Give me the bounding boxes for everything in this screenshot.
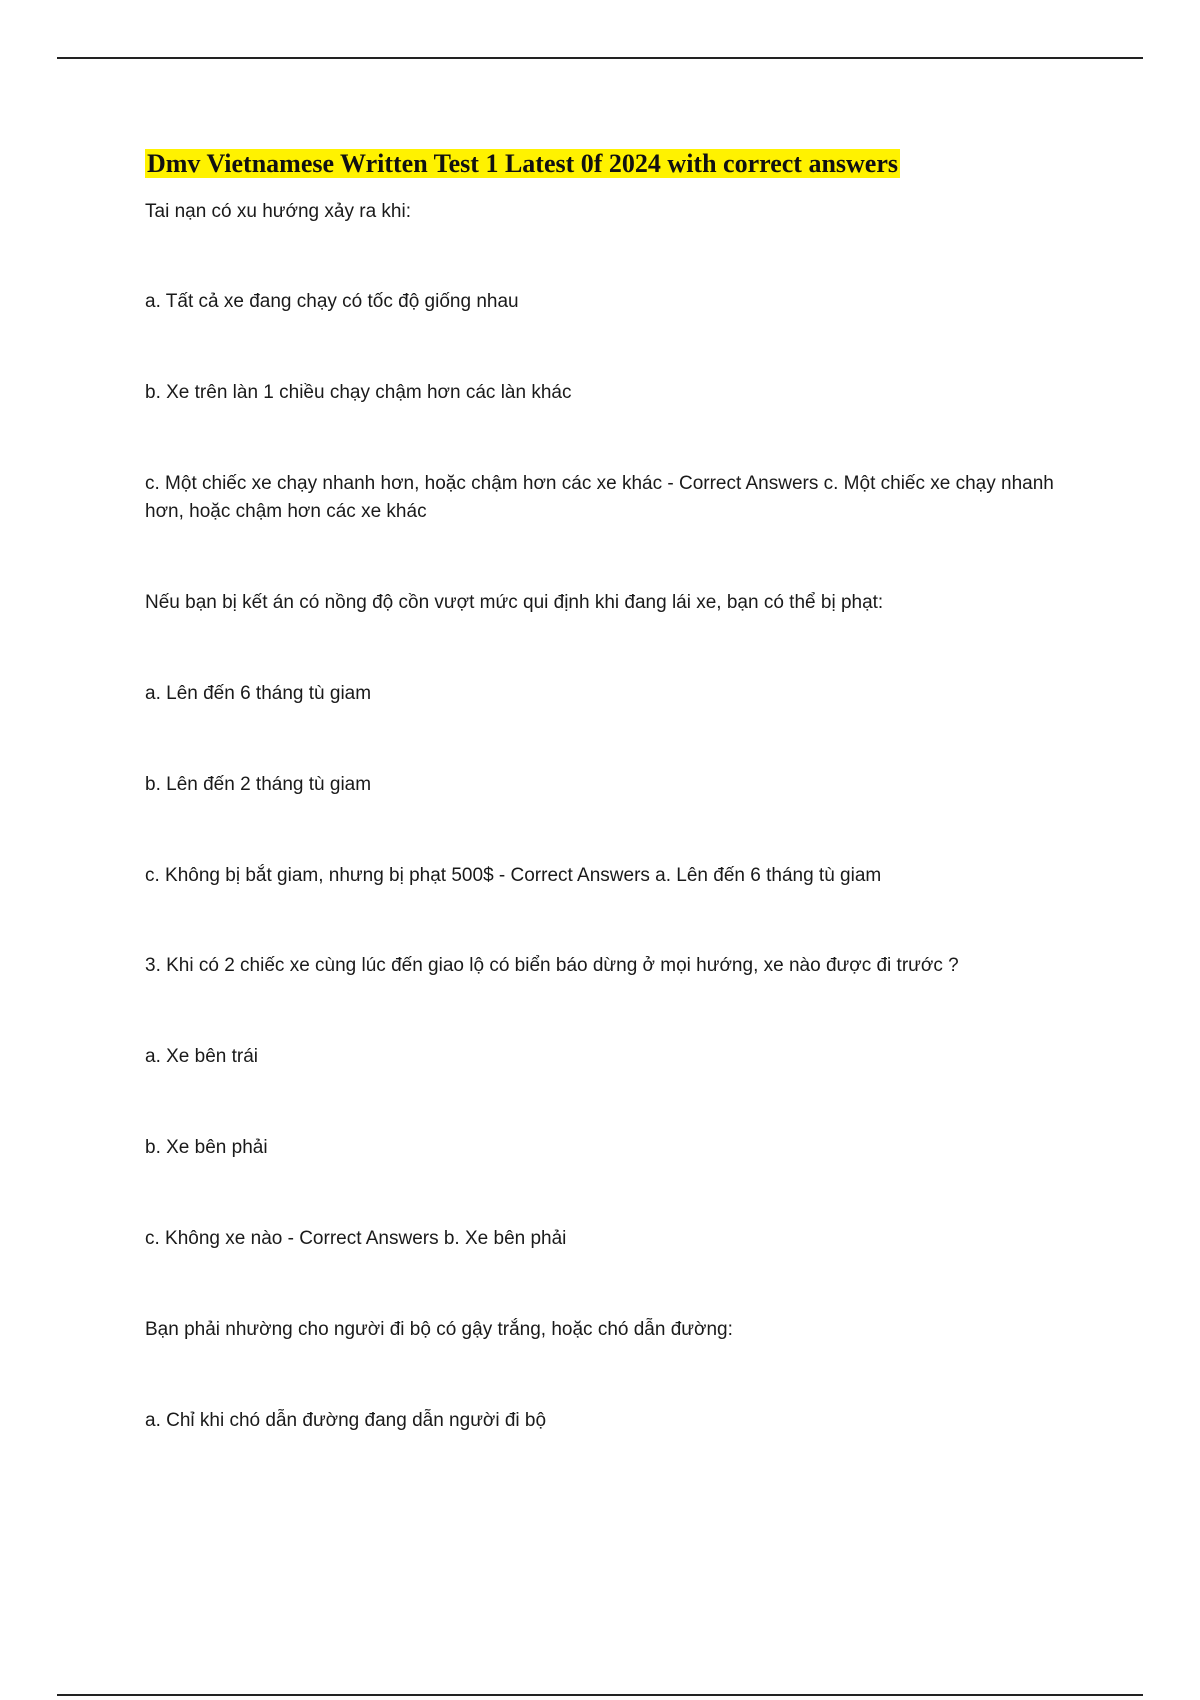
question-1: Tai nạn có xu hướng xảy ra khi:: [145, 201, 411, 222]
footer-rule: [57, 1694, 1143, 1696]
question-1-option-c-answer: c. Một chiếc xe chạy nhanh hơn, hoặc chậm hơn các xe khác - Correct Answers c. Một chiếc xe chạy nhanh hơn, hoặc chậm hơn các xe khác: [145, 473, 1054, 522]
question-4: Bạn phải nhường cho người đi bộ có gậy trắng, hoặc chó dẫn đường:: [145, 1319, 733, 1340]
question-2-option-a: a. Lên đến 6 tháng tù giam: [145, 683, 372, 704]
question-3-option-a: a. Xe bên trái: [145, 1046, 259, 1067]
question-1-option-a: a. Tất cả xe đang chạy có tốc độ giống nhau: [145, 291, 519, 312]
question-3: 3. Khi có 2 chiếc xe cùng lúc đến giao lộ có biển báo dừng ở mọi hướng, xe nào được đi trước ?: [145, 955, 959, 976]
question-2-option-b: b. Lên đến 2 tháng tù giam: [145, 774, 372, 795]
question-2-option-c-answer: c. Không bị bắt giam, nhưng bị phạt 500$ - Correct Answers a. Lên đến 6 tháng tù giam: [145, 865, 882, 886]
document-title-wrap: [145, 143, 900, 181]
question-4-option-a: a. Chỉ khi chó dẫn đường đang dẫn người đi bộ: [145, 1410, 547, 1431]
document-title: Dmv Vietnamese Written Test 1 Latest 0f 2024 with correct answers: [147, 149, 898, 178]
question-1-option-b: b. Xe trên làn 1 chiều chạy chậm hơn các làn khác: [145, 382, 572, 403]
question-3-option-c-answer: c. Không xe nào - Correct Answers b. Xe bên phải: [145, 1228, 567, 1249]
question-3-option-b: b. Xe bên phải: [145, 1137, 268, 1158]
header-rule: [57, 57, 1143, 59]
question-2: Nếu bạn bị kết án có nồng độ cồn vượt mức qui định khi đang lái xe, bạn có thể bị phạt:: [145, 592, 884, 613]
